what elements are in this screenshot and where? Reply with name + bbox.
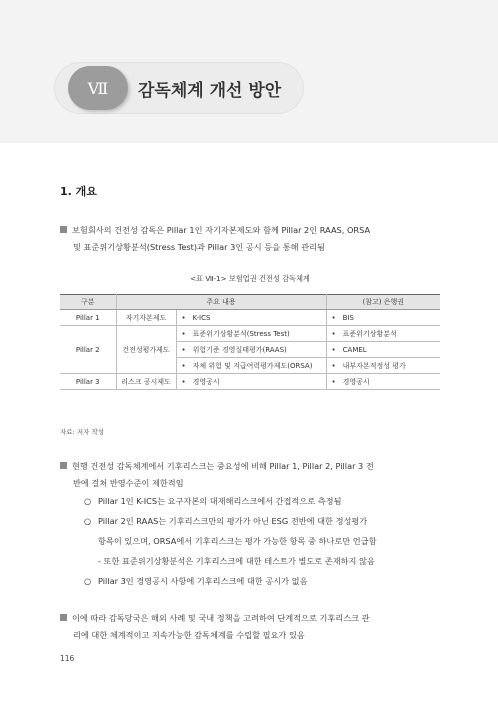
cell-system: 건전성평가제도 bbox=[116, 326, 176, 374]
chapter-banner bbox=[54, 62, 304, 114]
table-row bbox=[60, 374, 440, 390]
cell-bank: • CAMEL bbox=[326, 342, 440, 358]
list-item-line-1: Pillar 1인 K-ICS는 요구자본의 대재해리스크에서 간접적으로 측정됨 bbox=[98, 496, 342, 506]
header-bank-reference: (참고) 은행권 bbox=[326, 295, 440, 310]
page-number: 116 bbox=[60, 654, 75, 663]
cell-content: • 위험기준 경영실태평가(RAAS) bbox=[176, 342, 326, 358]
list-item bbox=[84, 513, 454, 570]
paragraph-3 bbox=[60, 610, 450, 644]
table-row bbox=[60, 326, 440, 342]
list-item-line-1: Pillar 2인 RAAS는 기후리스크만의 평가가 아닌 ESG 전반에 대한 정성평가 bbox=[98, 516, 368, 526]
square-bullet-icon bbox=[60, 462, 67, 469]
list-item-line-1: Pillar 3인 경영공시 사항에 기후리스크에 대한 공시가 없음 bbox=[98, 576, 308, 586]
circle-bullet: ○ bbox=[84, 496, 92, 506]
header-category: 구분 bbox=[60, 295, 116, 310]
circle-bullet: ○ bbox=[84, 516, 92, 526]
paragraph-2-line-1: 현행 건전성 감독체계에서 기후리스크는 중요성에 비해 Pillar 1, Pillar 2, Pillar 3 전 bbox=[72, 461, 374, 471]
cell-pillar: Pillar 3 bbox=[60, 374, 116, 390]
cell-bank: • 경영공시 bbox=[326, 374, 440, 390]
paragraph-3-line-1: 이에 따라 감독당국은 해외 사례 및 국내 정책을 고려하여 단계적으로 기후리스크 관 bbox=[72, 613, 370, 623]
cell-pillar: Pillar 1 bbox=[60, 310, 116, 326]
chapter-number-badge: Ⅶ bbox=[68, 66, 128, 110]
paragraph-1 bbox=[60, 222, 450, 256]
list-item-line-3: - 또한 표준위기상황분석은 기후리스크에 대한 테스트가 별도로 존재하지 않음 bbox=[98, 556, 375, 566]
table-caption: <표 Ⅶ-1> 보험업권 건전성 감독체계 bbox=[190, 274, 310, 283]
list-item-line-2: 항목이 있으며, ORSA에서 기후리스크는 평가 가능한 항목 중 하나로만 언급함 bbox=[98, 536, 377, 546]
square-bullet-icon bbox=[60, 614, 67, 621]
paragraph-1-line-2: 및 표준위기상황분석(Stress Test)과 Pillar 3인 공시 등을 통해 관리됨 bbox=[73, 242, 325, 252]
section-heading: 1. 개요 bbox=[60, 185, 97, 198]
cell-system: 리스크 공시제도 bbox=[116, 374, 176, 390]
table-header-row bbox=[60, 295, 440, 310]
cell-system: 자기자본제도 bbox=[116, 310, 176, 326]
cell-bank: • BIS bbox=[326, 310, 440, 326]
chapter-title: 감독체계 개선 방안 bbox=[138, 81, 282, 101]
table-source: 자료: 저자 작성 bbox=[60, 428, 104, 436]
circle-bullet: ○ bbox=[84, 576, 92, 586]
supervision-table bbox=[60, 294, 440, 390]
cell-bank: • 표준위기상황분석 bbox=[326, 326, 440, 342]
cell-pillar: Pillar 2 bbox=[60, 326, 116, 374]
table-row bbox=[60, 310, 440, 326]
list-item bbox=[84, 573, 454, 590]
header-main-content: 주요 내용 bbox=[116, 295, 326, 310]
cell-bank: • 내부자본적정성 평가 bbox=[326, 358, 440, 374]
square-bullet-icon bbox=[60, 226, 67, 233]
paragraph-1-line-1: 보험회사의 건전성 감독은 Pillar 1인 자기자본제도와 함께 Pillar 2인 RAAS, ORSA bbox=[72, 225, 371, 235]
paragraph-2-line-2: 반에 걸쳐 반영수준이 제한적임 bbox=[73, 478, 184, 488]
cell-content: • 표준위기상황분석(Stress Test) bbox=[176, 326, 326, 342]
cell-content: • 경영공시 bbox=[176, 374, 326, 390]
paragraph-2 bbox=[60, 458, 450, 492]
cell-content: • 자체 위험 및 지급여력평가제도(ORSA) bbox=[176, 358, 326, 374]
cell-content: • K-ICS bbox=[176, 310, 326, 326]
paragraph-3-line-2: 리에 대한 체계적이고 지속가능한 감독체계를 수립할 필요가 있음 bbox=[73, 630, 305, 640]
list-item bbox=[84, 493, 454, 510]
